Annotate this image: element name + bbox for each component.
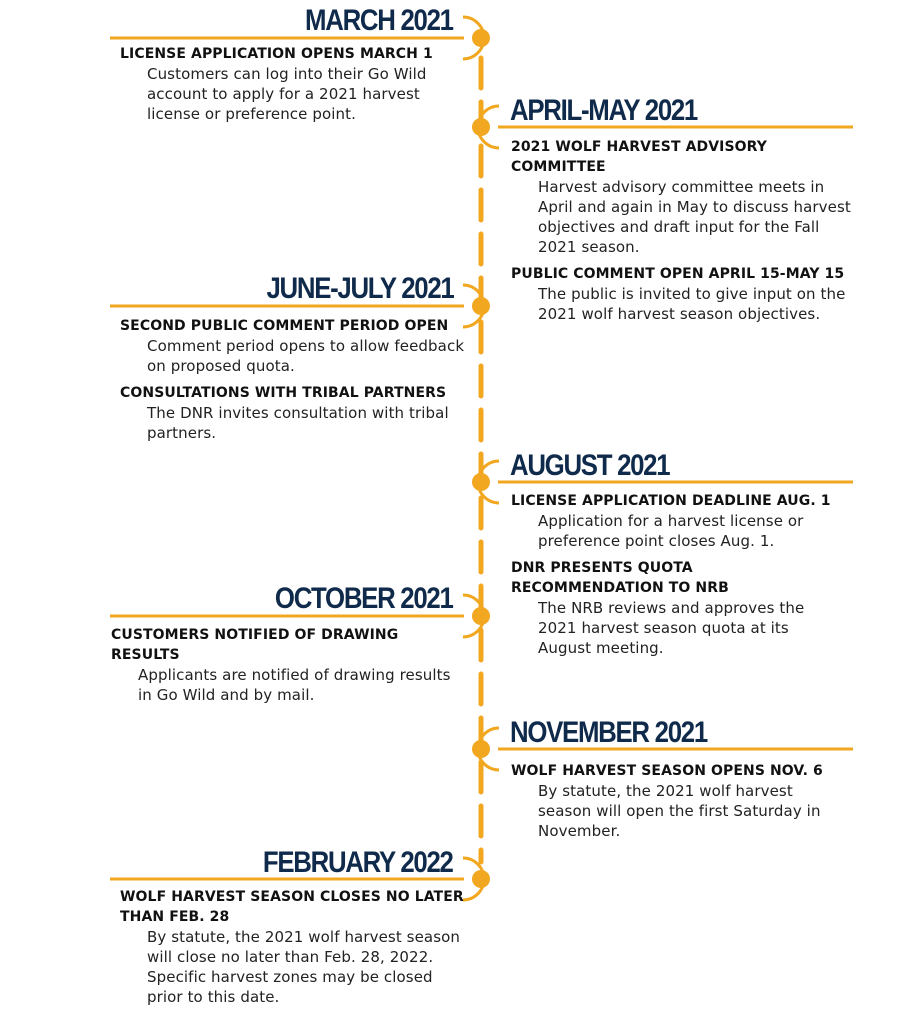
milestone-april-may-2021 (510, 90, 850, 130)
event-body: The public is invited to give input on the 2021 wolf harvest season objectives. (538, 285, 846, 323)
event-heading: PUBLIC COMMENT OPEN APRIL 15-MAY 15 (511, 266, 845, 282)
milestone-title: JUNE-JULY 2021 (265, 272, 453, 305)
events-november-2021 (511, 761, 851, 848)
milestone-march-2021 (110, 0, 453, 40)
event-heading: WOLF HARVEST SEASON OPENS NOV. 6 (511, 763, 823, 779)
event (111, 625, 456, 705)
event (120, 44, 460, 124)
milestone-june-july-2021 (110, 268, 453, 308)
event-heading: LICENSE APPLICATION DEADLINE AUG. 1 (511, 493, 831, 509)
event-body: Application for a harvest license or preference point closes Aug. 1. (538, 512, 804, 550)
milestone-title: OCTOBER 2021 (275, 582, 453, 615)
milestone-august-2021 (510, 445, 850, 485)
event-body: Harvest advisory committee meets in April and again in May to discuss harvest objectives and draft input for the Fall 2021 season. (538, 178, 851, 256)
event-body: By statute, the 2021 wolf harvest season will close no later than Feb. 28, 2022. Specific harvest zones may be closed prior to this date. (147, 928, 461, 1006)
event-heading: SECOND PUBLIC COMMENT PERIOD OPEN (120, 318, 449, 334)
event (120, 316, 465, 376)
event (511, 761, 851, 841)
milestone-october-2021 (110, 578, 453, 618)
event-body: By statute, the 2021 wolf harvest season will open the first Saturday in November. (538, 782, 821, 840)
events-october-2021 (111, 625, 456, 712)
event-body: The DNR invites consultation with tribal partners. (147, 404, 449, 442)
event-body: Customers can log into their Go Wild account to apply for a 2021 harvest license or preference point. (147, 65, 427, 123)
event (511, 137, 851, 257)
events-march-2021 (120, 44, 460, 131)
event (511, 264, 851, 324)
events-february-2022 (120, 887, 465, 1014)
milestone-title: FEBRUARY 2022 (263, 846, 453, 879)
milestone-title: AUGUST 2021 (510, 449, 670, 482)
milestone-february-2022 (110, 842, 453, 882)
event (511, 491, 841, 551)
event (511, 558, 841, 658)
events-april-may-2021 (511, 137, 851, 331)
event-body: The NRB reviews and approves the 2021 harvest season quota at its August meeting. (538, 599, 805, 657)
milestone-title: APRIL-MAY 2021 (510, 94, 697, 127)
milestone-november-2021 (510, 712, 850, 752)
event-heading: DNR PRESENTS QUOTA RECOMMENDATION TO NRB (511, 560, 729, 596)
event (120, 887, 465, 1007)
event-body: Comment period opens to allow feedback on proposed quota. (147, 337, 465, 375)
event-body: Applicants are notified of drawing results in Go Wild and by mail. (138, 666, 451, 704)
event-heading: WOLF HARVEST SEASON CLOSES NO LATER THAN FEB. 28 (120, 889, 464, 925)
milestone-title: NOVEMBER 2021 (510, 716, 707, 749)
events-august-2021 (511, 491, 841, 665)
events-june-july-2021 (120, 316, 465, 450)
milestone-title: MARCH 2021 (305, 4, 453, 37)
event-heading: 2021 WOLF HARVEST ADVISORY COMMITTEE (511, 139, 768, 175)
event-heading: CUSTOMERS NOTIFIED OF DRAWING RESULTS (111, 627, 399, 663)
event-heading: CONSULTATIONS WITH TRIBAL PARTNERS (120, 385, 447, 401)
event-heading: LICENSE APPLICATION OPENS MARCH 1 (120, 46, 433, 62)
event (120, 383, 465, 443)
